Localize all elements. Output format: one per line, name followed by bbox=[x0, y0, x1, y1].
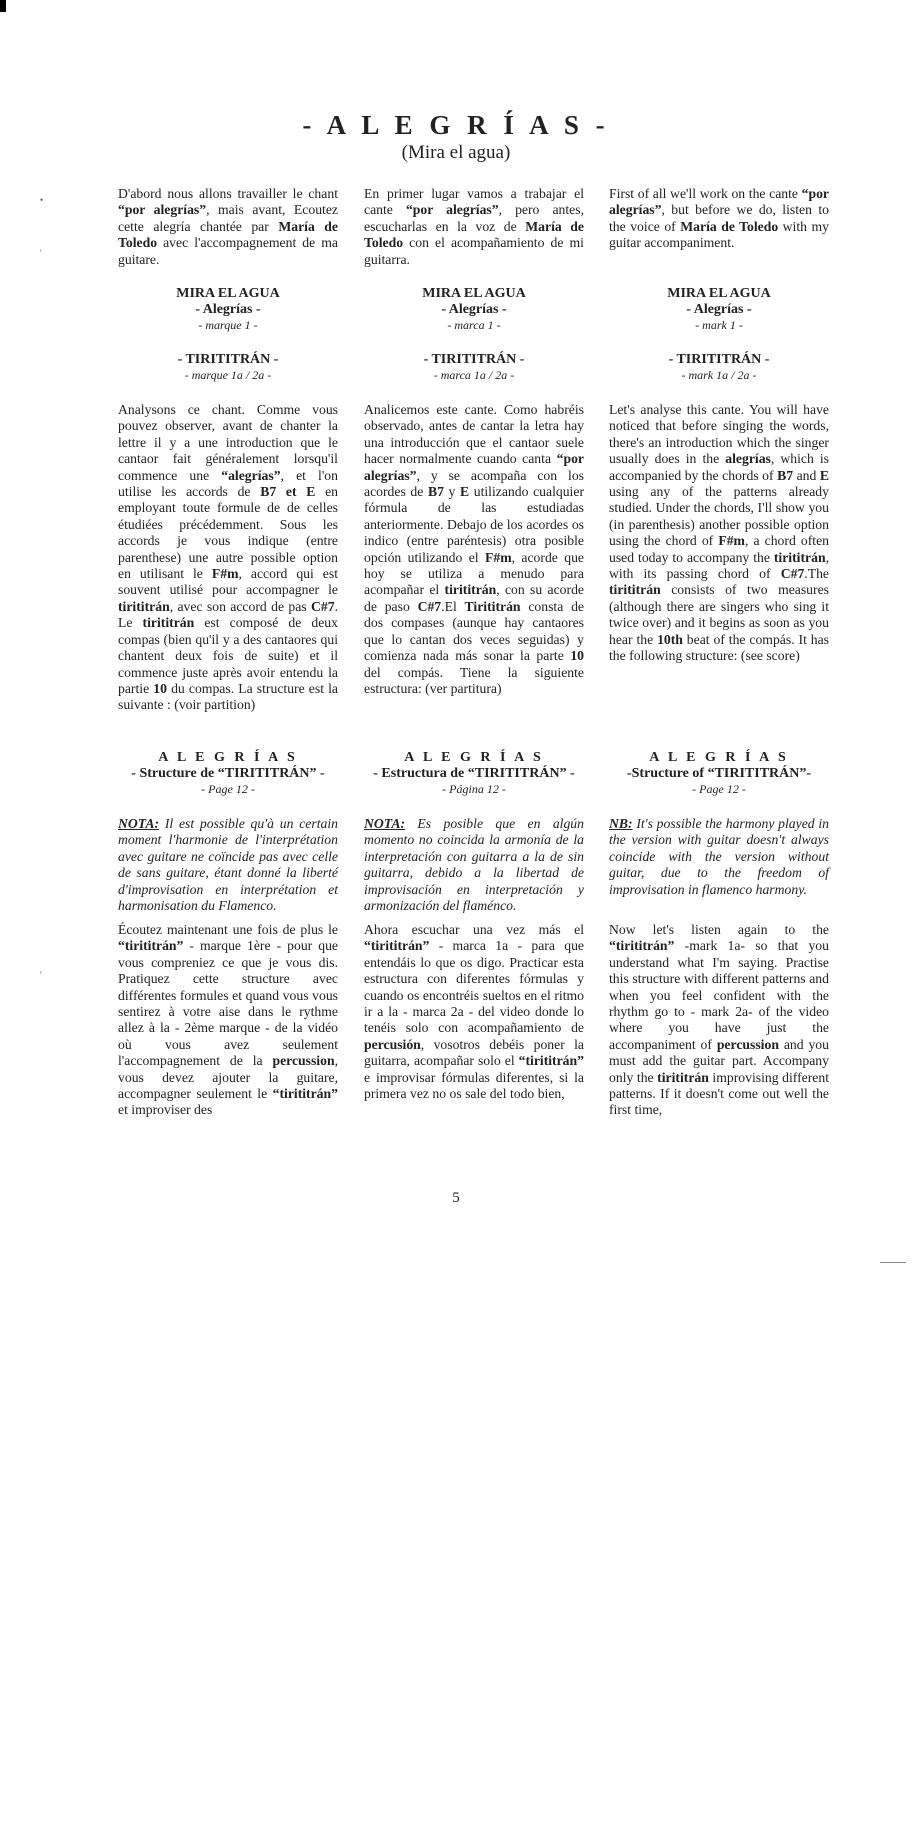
song-title: MIRA EL AGUA bbox=[176, 286, 280, 301]
analysis-paragraph: Let's analyse this cante. You will have noticed that before singing the words, there's an introduction which the singer usually does in the alegrías, which is accompanied by the chords of B7 and E using any of the patterns already studied. Under the chords, I'll show you (in parenthesis) another possible option using the chord of F#m, a chord often used today to accompany the tirititrán, with its passing chord of C#7.The tirititrán consists of two measures (although there are singers who sing it twice over) and it begins as soon as you hear the 10th beat of the compás. It has the following structure: (see score) bbox=[609, 402, 830, 664]
song-mark: - mark 1 - bbox=[695, 318, 743, 332]
tiri-mark: - marque 1a / 2a - bbox=[184, 368, 272, 382]
page-title: - A L E G R Í A S - bbox=[302, 110, 610, 140]
structure-heading bbox=[609, 750, 829, 797]
final-paragraph: Écoutez maintenant une fois de plus le “tirititrán” - marque 1ère - pour que vous compreniez ce que je vous dis. Pratiquez cette structure avec différentes formules et quand vous vous sentirez à votre aise dans le rythme allez à la - 2ème marque - de la vidéo où vous avez seulement l'accompagnement de la percussion, vous devez ajouter la guitare, accompagner seulement le “tirititrán” et improviser des bbox=[118, 922, 338, 1118]
tiri-mark: - mark 1a / 2a - bbox=[681, 368, 757, 382]
intro-paragraph: En primer lugar vamos a trabajar el cante “por alegrías”, pero antes, escucharlas en la voz de María de Toledo con el acompañamiento de mi guitarra. bbox=[364, 186, 584, 267]
tiri-title: - TIRITITRÁN - bbox=[668, 352, 770, 367]
tiri-title: - TIRITITRÁN - bbox=[423, 352, 525, 367]
scan-corner-mark bbox=[0, 0, 6, 12]
final-paragraph: Ahora escuchar una vez más el “tirititrán” - marca 1a - para que entendáis lo que os digo. Practicar esta estructura con diferentes fórmulas y cuando os encontréis sueltos en el ritmo ir a la - marca 2a - del video donde lo tenéis solo con acompañamiento de percusión, vosotros debéis poner la guitarra, acompañar solo el “tirititrán” e improvisar fórmulas diferentes, si la primera vez no os sale del todo bien, bbox=[364, 922, 584, 1102]
song-style: - Alegrías - bbox=[195, 302, 261, 317]
page-number: 5 bbox=[452, 1190, 460, 1206]
song-style: - Alegrías - bbox=[686, 302, 752, 317]
song-heading bbox=[609, 286, 829, 333]
song-style: - Alegrías - bbox=[441, 302, 507, 317]
tiri-title: - TIRITITRÁN - bbox=[177, 352, 279, 367]
song-title: MIRA EL AGUA bbox=[422, 286, 526, 301]
margin-dot: • bbox=[40, 195, 44, 205]
song-heading bbox=[118, 286, 338, 333]
structure-heading bbox=[364, 750, 584, 797]
tiri-heading bbox=[364, 352, 584, 383]
final-paragraph: Now let's listen again to the “tirititrán” -mark 1a- so that you understand what I'm saying. Practise this structure with different patterns and when you feel confident with the rhythm go to - mark 2a- of the video where you have just the accompaniment of percussion and you must add the guitar part. Accompany only the tirititrán improvising different patterns. If it doesn't come out well the first time, bbox=[609, 922, 830, 1118]
song-mark: - marca 1 - bbox=[447, 318, 501, 332]
song-mark: - marque 1 - bbox=[198, 318, 258, 332]
structure-heading bbox=[118, 750, 338, 797]
nota-paragraph: NOTA: Il est possible qu'à un certain moment l'harmonie de l'interprétation avec guitare ne coïncide pas avec celle de sans guitare, étant donné la liberté d'improvisation en interprétation et harmonisation du Flamenco. bbox=[118, 816, 338, 914]
nota-paragraph: NB: It's possible the harmony played in the version with guitar doesn't always coincide with the version without guitar, due to the freedom of improvisation in flamenco harmony. bbox=[609, 816, 829, 897]
intro-paragraph: D'abord nous allons travailler le chant “por alegrías”, mais avant, Ecoutez cette alegría chantée par María de Toledo avec l'accompagnement de ma guitare. bbox=[118, 186, 338, 267]
structure-page: - Page 12 - bbox=[692, 782, 746, 796]
analysis-paragraph: Analicemos este cante. Como habréis observado, antes de cantar la letra hay una introducción que el cantaor suele hacer normalmente cuando canta “por alegrías”, y se acompaña con los acordes de B7 y E utilizando cualquier fórmula de las estudiadas anteriormente. Debajo de los acordes os indico (entre paréntesis) otra posible opción utilizando el F#m, acorde que hoy se utiliza a menudo para acompañar el tirititrán, con su acorde de paso C#7.El Tirititrán consta de dos compases (aunque hay cantaores que lo cantan dos veces seguidas) y comienza nada más sonar la parte 10 del compás. Tiene la siguiente estructura: (ver partitura) bbox=[364, 402, 585, 696]
structure-subtitle: -Structure of “TIRITITRÁN”- bbox=[626, 766, 812, 781]
analysis-paragraph: Analysons ce chant. Comme vous pouvez observer, avant de chanter la lettre il y a une introduction que le cantaor fait généralement lorsqu'il commence une “alegrías”, et l'on utilise les accords de B7 et E en employant toute formule de de celles étudiées précédemment. Sous les accords je vous indique (entre parenthese) une autre possible option en utilisant le F#m, accord qui est souvent utilisé pour accompagner le tirititrán, avec son accord de pas C#7. Le tirititrán est composé de deux compas (bien qu'il y a des cantaores qui chantent deux fois de suite) et il commence juste après avoir entendu la partie 10 du compas. La structure est la suivante : (voir partition) bbox=[118, 402, 339, 713]
structure-title: A L E G R Í A S bbox=[649, 750, 789, 765]
tiri-heading bbox=[609, 352, 829, 383]
page-subtitle: (Mira el agua) bbox=[401, 142, 511, 163]
margin-dot: ' bbox=[40, 248, 42, 258]
tiri-heading bbox=[118, 352, 338, 383]
nota-paragraph: NOTA: Es posible que en algún momento no coincida la armonía de la interpretación con guitarra a la de sin guitarra, debido a la libertad de improvisación en interpretación y armonización del flaménco. bbox=[364, 816, 584, 914]
intro-paragraph: First of all we'll work on the cante “por alegrías”, but before we do, listen to the voice of María de Toledo with my guitar accompaniment. bbox=[609, 186, 829, 251]
structure-subtitle: - Estructura de “TIRITITRÁN” - bbox=[373, 766, 575, 781]
tiri-mark: - marca 1a / 2a - bbox=[433, 368, 515, 382]
margin-dash bbox=[880, 1262, 906, 1263]
structure-title: A L E G R Í A S bbox=[404, 750, 544, 765]
song-heading bbox=[364, 286, 584, 333]
structure-title: A L E G R Í A S bbox=[158, 750, 298, 765]
structure-page: - Página 12 - bbox=[442, 782, 506, 796]
structure-page: - Page 12 - bbox=[201, 782, 255, 796]
structure-subtitle: - Structure de “TIRITITRÁN” - bbox=[131, 766, 325, 781]
song-title: MIRA EL AGUA bbox=[667, 286, 771, 301]
margin-dot: ' bbox=[40, 970, 42, 980]
